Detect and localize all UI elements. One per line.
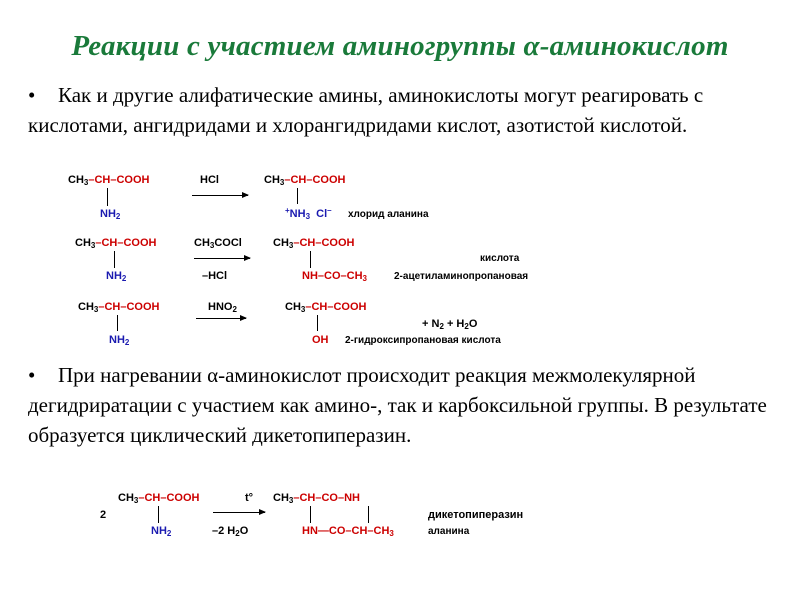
reagent: $CH_3COCl$: [194, 237, 242, 250]
hydroxyl-group: OH: [312, 334, 329, 346]
reaction-arrow: [194, 258, 250, 259]
product-formula: $CH_3-CH$–COOH: [264, 174, 346, 187]
reaction-arrow: [196, 318, 246, 319]
acetylamino-group: $NH-CO-CH_3$: [302, 270, 367, 283]
bond-line: [107, 188, 108, 206]
product-name: 2-гидроксипропановая кислота: [345, 335, 501, 346]
reaction-arrow: [192, 195, 248, 196]
reagent: HCl: [200, 174, 219, 186]
amino-group: $NH_2$: [151, 525, 172, 538]
reactant-formula: $CH_3-CH$–COOH: [118, 492, 200, 505]
reactant-formula: $CH_3-CH$–COOH: [75, 237, 157, 250]
product-formula: $CH_3-CH$–COOH: [285, 301, 367, 314]
product-name-line1: кислота: [480, 253, 520, 264]
coefficient: 2: [100, 509, 107, 521]
ring-bond-right: [368, 506, 369, 523]
bond-line: [310, 251, 311, 268]
paragraph-heating: [28, 360, 780, 450]
byproduct: –HCl: [202, 270, 228, 282]
bond-line: [117, 315, 118, 331]
product-name-line1: дикетопиперазин: [428, 509, 524, 521]
amino-group: $NH_2$: [109, 334, 130, 347]
amino-group: $NH_2$: [100, 208, 121, 221]
reagent: $HNO_2$: [208, 301, 237, 314]
bullet: •: [28, 83, 36, 107]
paragraph-amines: [28, 80, 780, 140]
ammonium-group: $^+NH_3$ Cl–: [285, 206, 332, 221]
reaction-arrow: [213, 512, 265, 513]
paragraph-text: Как и другие алифатические амины, аминокислоты могут реагировать с кислотами, ангидридами и хлорангидридами кислот, азотистой кислотой.: [28, 83, 704, 137]
reactant-formula: $CH_3-CH$–COOH: [68, 174, 150, 187]
heat-condition: t°: [245, 492, 254, 504]
ring-bond-left: [310, 506, 311, 523]
bond-line: [114, 251, 115, 268]
bullet: •: [28, 363, 36, 387]
product-name-line2: аланина: [428, 526, 470, 537]
slide-title: Реакции с участием аминогруппы α-аминокислот: [71, 30, 729, 62]
product-bottom: $HN—CO-CH-CH_3$: [302, 525, 394, 538]
bond-line: [158, 506, 159, 523]
amino-group: $NH_2$: [106, 270, 127, 283]
byproducts: + $N_2 + H_2O$: [422, 318, 478, 331]
product-formula: $CH_3-CH$–COOH: [273, 237, 355, 250]
product-top: $CH_3-CH-CO-NH$: [273, 492, 360, 505]
bond-line: [317, 315, 318, 331]
product-name: хлорид аланина: [348, 209, 429, 220]
reactant-formula: $CH_3-CH$–COOH: [78, 301, 160, 314]
byproduct: –2 $H_2O$: [212, 525, 249, 538]
bond-line: [297, 188, 298, 204]
paragraph-text: При нагревании α-аминокислот происходит реакция межмолекулярной дегидриратации с участием как амино-, так и карбоксильной группы. В результате образуется циклический дикетопиперазин.: [28, 363, 767, 447]
product-name-line2: 2-ацетиламинопропановая: [394, 271, 529, 282]
